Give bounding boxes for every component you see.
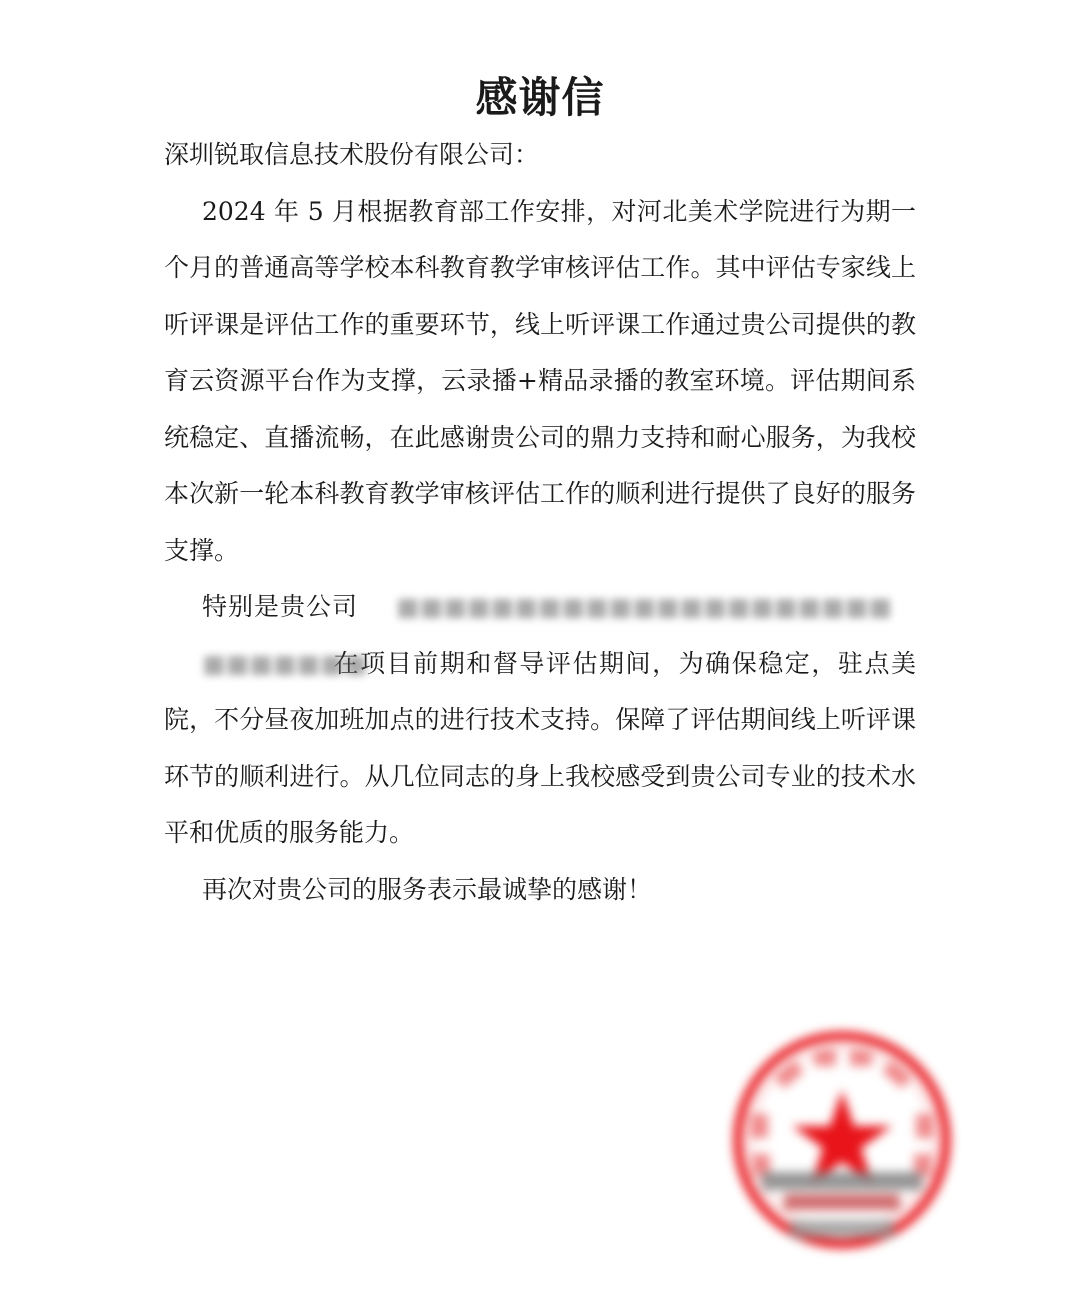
- letter-paragraph-2: [164, 579, 916, 862]
- letter-title: 感谢信: [475, 73, 605, 122]
- letter-paragraph-1: 2024 年 5 月根据教育部工作安排，对河北美术学院进行为期一个月的普通高等学校本科教育教学审核评估工作。其中评估专家线上听评课是评估工作的重要环节，线上听评课工作通过贵公司提供的教育云资源平台作为支撑，云录播+精品录播的教室环境。评估期间系统稳定、直播流畅，在此感谢贵公司的鼎力支持和耐心服务，为我校本次新一轮本科教育教学审核评估工作的顺利进行提供了良好的服务支撑。: [164, 196, 916, 565]
- paragraph-2-end: 在项目前期和督导评估期间，为确保稳定，驻点美院，不分昼夜加班加点的进行技术支持。保障了评估期间线上听评课环节的顺利进行。从几位同志的身上我校感受到贵公司专业的技术水平和优质的服务能力。: [164, 648, 916, 847]
- letter-closing: 再次对贵公司的服务表示最诚挚的感谢！: [202, 874, 653, 904]
- letter-recipient: 深圳锐取信息技术股份有限公司：: [164, 140, 540, 169]
- paragraph-2-start: 特别是贵公司: [202, 592, 358, 621]
- redacted-names-line-1: ■■■■■■■■■■■■■■■■■■■■■: [396, 592, 893, 621]
- official-seal-icon: [728, 1026, 956, 1254]
- letter-body: [164, 127, 916, 918]
- redacted-names-line-2: ■■■■■■■: [202, 648, 368, 678]
